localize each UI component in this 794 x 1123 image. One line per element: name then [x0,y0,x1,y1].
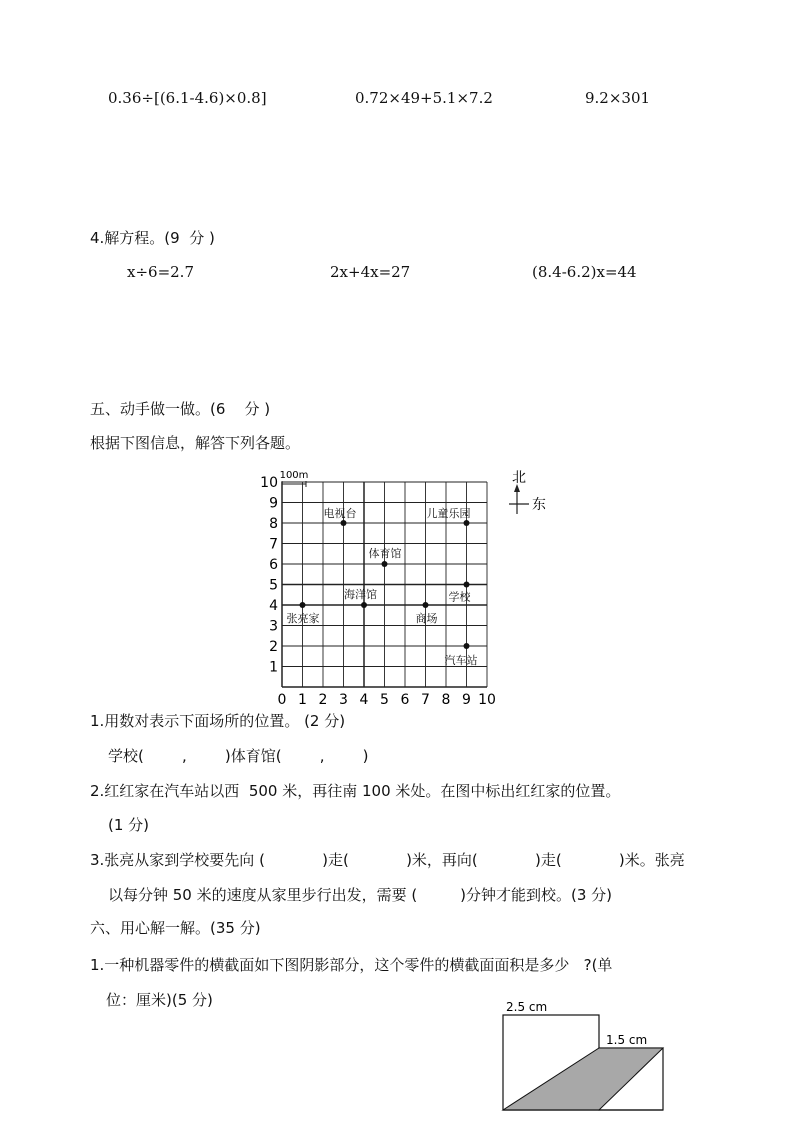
dimension-label-1: 2.5 cm [506,1000,548,1014]
place-label: 汽车站 [444,654,478,667]
y-tick-label: 7 [269,536,278,553]
y-tick-label: 1 [269,659,278,676]
shaded-part-figure [496,998,676,1116]
x-tick-label: 8 [441,692,451,708]
calc-expression-3: 9.2×301 [585,89,651,107]
place-label: 海洋馆 [344,588,377,601]
q4-heading: 4.解方程。(9 分 ) [90,229,215,247]
x-tick-label: 6 [400,692,410,708]
x-tick-label: 1 [298,692,307,708]
coordinate-map [250,462,560,712]
place-label: 商场 [415,612,438,625]
y-tick-label: 6 [269,557,278,573]
place-label: 张亮家 [286,612,320,625]
x-tick-label: 2 [318,692,328,708]
place-marker [300,602,306,608]
compass-north-label: 北 [512,470,526,486]
compass-icon [509,470,546,514]
y-tick-label: 3 [269,618,278,635]
s6-question-1-line2: 位：厘米)(5 分) [106,991,213,1009]
place-label: 体育馆 [368,547,402,560]
x-tick-label: 0 [277,692,287,708]
section5-heading: 五、动手做一做。(6 分 ) [90,400,271,418]
place-marker [464,582,470,588]
place-marker [464,520,470,526]
x-tick-label: 9 [462,692,471,708]
x-tick-label: 10 [478,692,496,708]
s5-question-2-score: (1 分) [108,816,150,834]
equation-3: (8.4-6.2)x=44 [532,263,637,281]
calc-expression-2: 0.72×49+5.1×7.2 [355,89,493,107]
x-tick-label: 7 [421,692,430,708]
s5-question-1: 1.用数对表示下面场所的位置。 (2 分) [90,712,346,730]
place-marker [361,602,367,608]
place-label: 学校 [448,590,471,604]
x-tick-label: 5 [380,692,389,708]
equation-1: x÷6=2.7 [127,263,194,281]
s6-question-1: 1.一种机器零件的横截面如下图阴影部分，这个零件的横截面面积是多少 ?(单 [90,956,613,974]
map-places [287,506,478,667]
equation-2: 2x+4x=27 [330,263,411,281]
place-marker [382,561,388,567]
s5-question-3-line2[interactable]: 以每分钟 50 米的速度从家里步行出发，需要 ( )分钟才能到校。(3 分) [108,886,613,904]
calc-expression-1: 0.36÷[(6.1-4.6)×0.8] [108,89,267,107]
s5-question-1-blanks[interactable]: 学校( , )体育馆( , ) [108,747,369,765]
y-tick-label: 2 [269,639,278,655]
scale-label: 100m [279,470,309,481]
dimension-label-2: 1.5 cm [606,1033,648,1047]
y-tick-label: 5 [269,577,278,594]
place-marker [464,643,470,649]
compass-east-label: 东 [532,497,546,513]
s5-question-3[interactable]: 3.张亮从家到学校要先向 ( )走( )米，再向( )走( )米。张亮 [90,851,685,869]
place-marker [423,602,429,608]
x-tick-label: 3 [339,692,348,708]
place-label: 儿童乐园 [426,507,471,520]
x-tick-label: 4 [359,692,369,708]
y-tick-label: 8 [269,516,278,532]
y-tick-label: 4 [269,598,278,614]
s5-question-2: 2.红红家在汽车站以西 500 米，再往南 100 米处。在图中标出红红家的位置。 [90,782,621,800]
place-label: 电视台 [323,507,357,520]
place-marker [341,520,347,526]
shaded-region [503,1048,663,1110]
y-tick-label: 9 [269,495,278,512]
section5-intro: 根据下图信息，解答下列各题。 [90,434,301,452]
y-tick-label: 10 [260,475,278,491]
section6-heading: 六、用心解一解。(35 分) [90,919,261,937]
